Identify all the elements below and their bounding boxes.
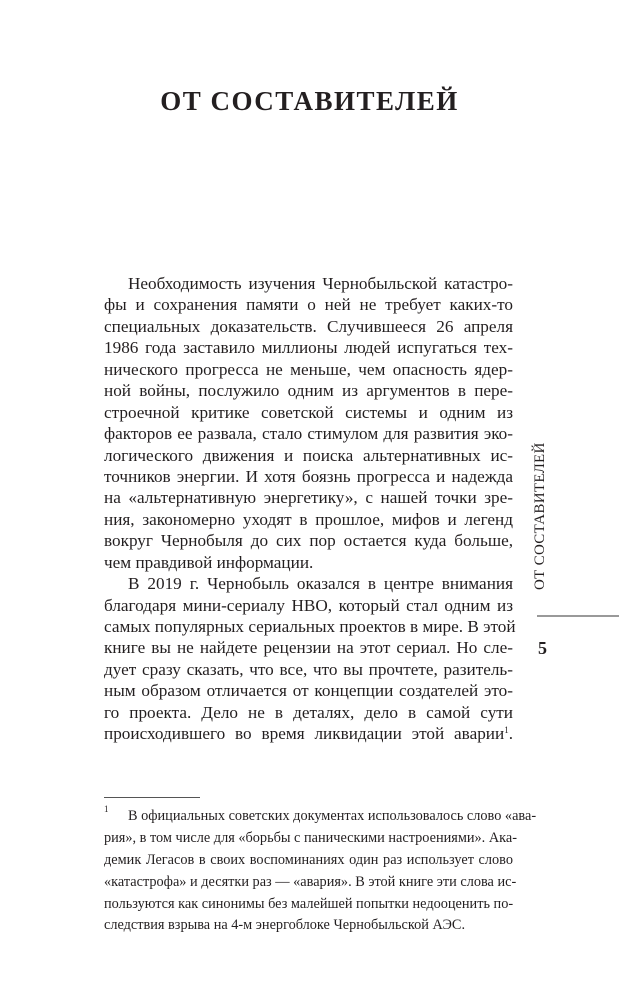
text-line: 1986 года заставило миллионы людей испугаться тех- xyxy=(104,338,513,358)
text-line: логического движения и поиска альтернативных ис- xyxy=(104,445,513,465)
footnote-line: «катастрофа» и десятки раз — «авария». В этой книге эти слова ис- xyxy=(104,873,517,890)
text-line: ния, закономерно уходят в прошлое, мифов и легенд xyxy=(104,509,513,529)
text-line: книге вы не найдете рецензии на этот сериал. Но сле- xyxy=(104,638,513,658)
text-line: дует сразу сказать, что все, что вы прочтете, разитель- xyxy=(104,659,513,679)
text-line: нического прогресса не меньше, чем опасность ядер- xyxy=(104,359,513,379)
footnote-line: пользуются как синонимы без малейшей попытки недооценить по- xyxy=(104,895,514,912)
text-line: строечной критике советской системы и одним из xyxy=(104,402,513,422)
page-number: 5 xyxy=(538,638,547,658)
footnote-line: В официальных советских документах использовалось слово «ава- xyxy=(128,808,537,824)
footnote-line: следствия взрыва на 4-м энергоблоке Чернобыльской АЭС. xyxy=(104,917,466,934)
text-line-content: происходившего во время ликвидации этой аварии xyxy=(104,724,505,744)
text-line: происходившего во время ликвидации этой аварии$^1$. xyxy=(104,724,513,744)
footnote-line: демик Легасов в своих воспоминаниях один раз использует слово xyxy=(104,851,513,868)
text-line: самых популярных сериальных проектов в мире. В этой xyxy=(104,617,516,636)
text-line: благодаря мини-сериалу HBO, который стал одним из xyxy=(104,595,513,615)
footnote-number: 1 xyxy=(104,804,109,814)
text-line: го проекта. Дело не в деталях, дело в самой сути xyxy=(104,702,513,722)
text-line: Необходимость изучения Чернобыльской катастро- xyxy=(128,274,513,293)
text-line: факторов ее развала, стало стимулом для развития эко- xyxy=(104,424,513,444)
page-title: ОТ СОСТАВИТЕЛЕЙ xyxy=(160,86,459,116)
footnote-line: рия», в том числе для «борьбы с паническими настроениями». Ака- xyxy=(104,829,517,846)
text-line: фы и сохранения памяти о ней не требует каких-то xyxy=(104,295,513,315)
text-line: вокруг Чернобыля до сих пор остается куда больше, xyxy=(104,531,513,551)
footnote-reference[interactable]: 1 xyxy=(504,725,509,736)
text-line: ным образом отличается от концепции создателей это- xyxy=(104,681,513,701)
text-line: В 2019 г. Чернобыль оказался в центре внимания xyxy=(128,574,513,594)
text-line: ной войны, послужило одним из аргументов в пере- xyxy=(104,381,513,401)
footnote xyxy=(104,804,537,937)
text-line: на «альтернативную энергетику», с нашей точки зре- xyxy=(104,488,513,508)
running-head-rule xyxy=(537,615,619,617)
text-line: точников энергии. И хотя боязнь прогресса и надежда xyxy=(104,466,513,486)
running-head: ОТ СОСТАВИТЕЛЕЙ xyxy=(532,442,548,590)
text-line: специальных доказательств. Случившееся 26 апреля xyxy=(104,316,513,336)
footnote-separator xyxy=(104,797,200,798)
body-text xyxy=(104,273,516,745)
text-line: чем правдивой информации. xyxy=(104,552,314,572)
